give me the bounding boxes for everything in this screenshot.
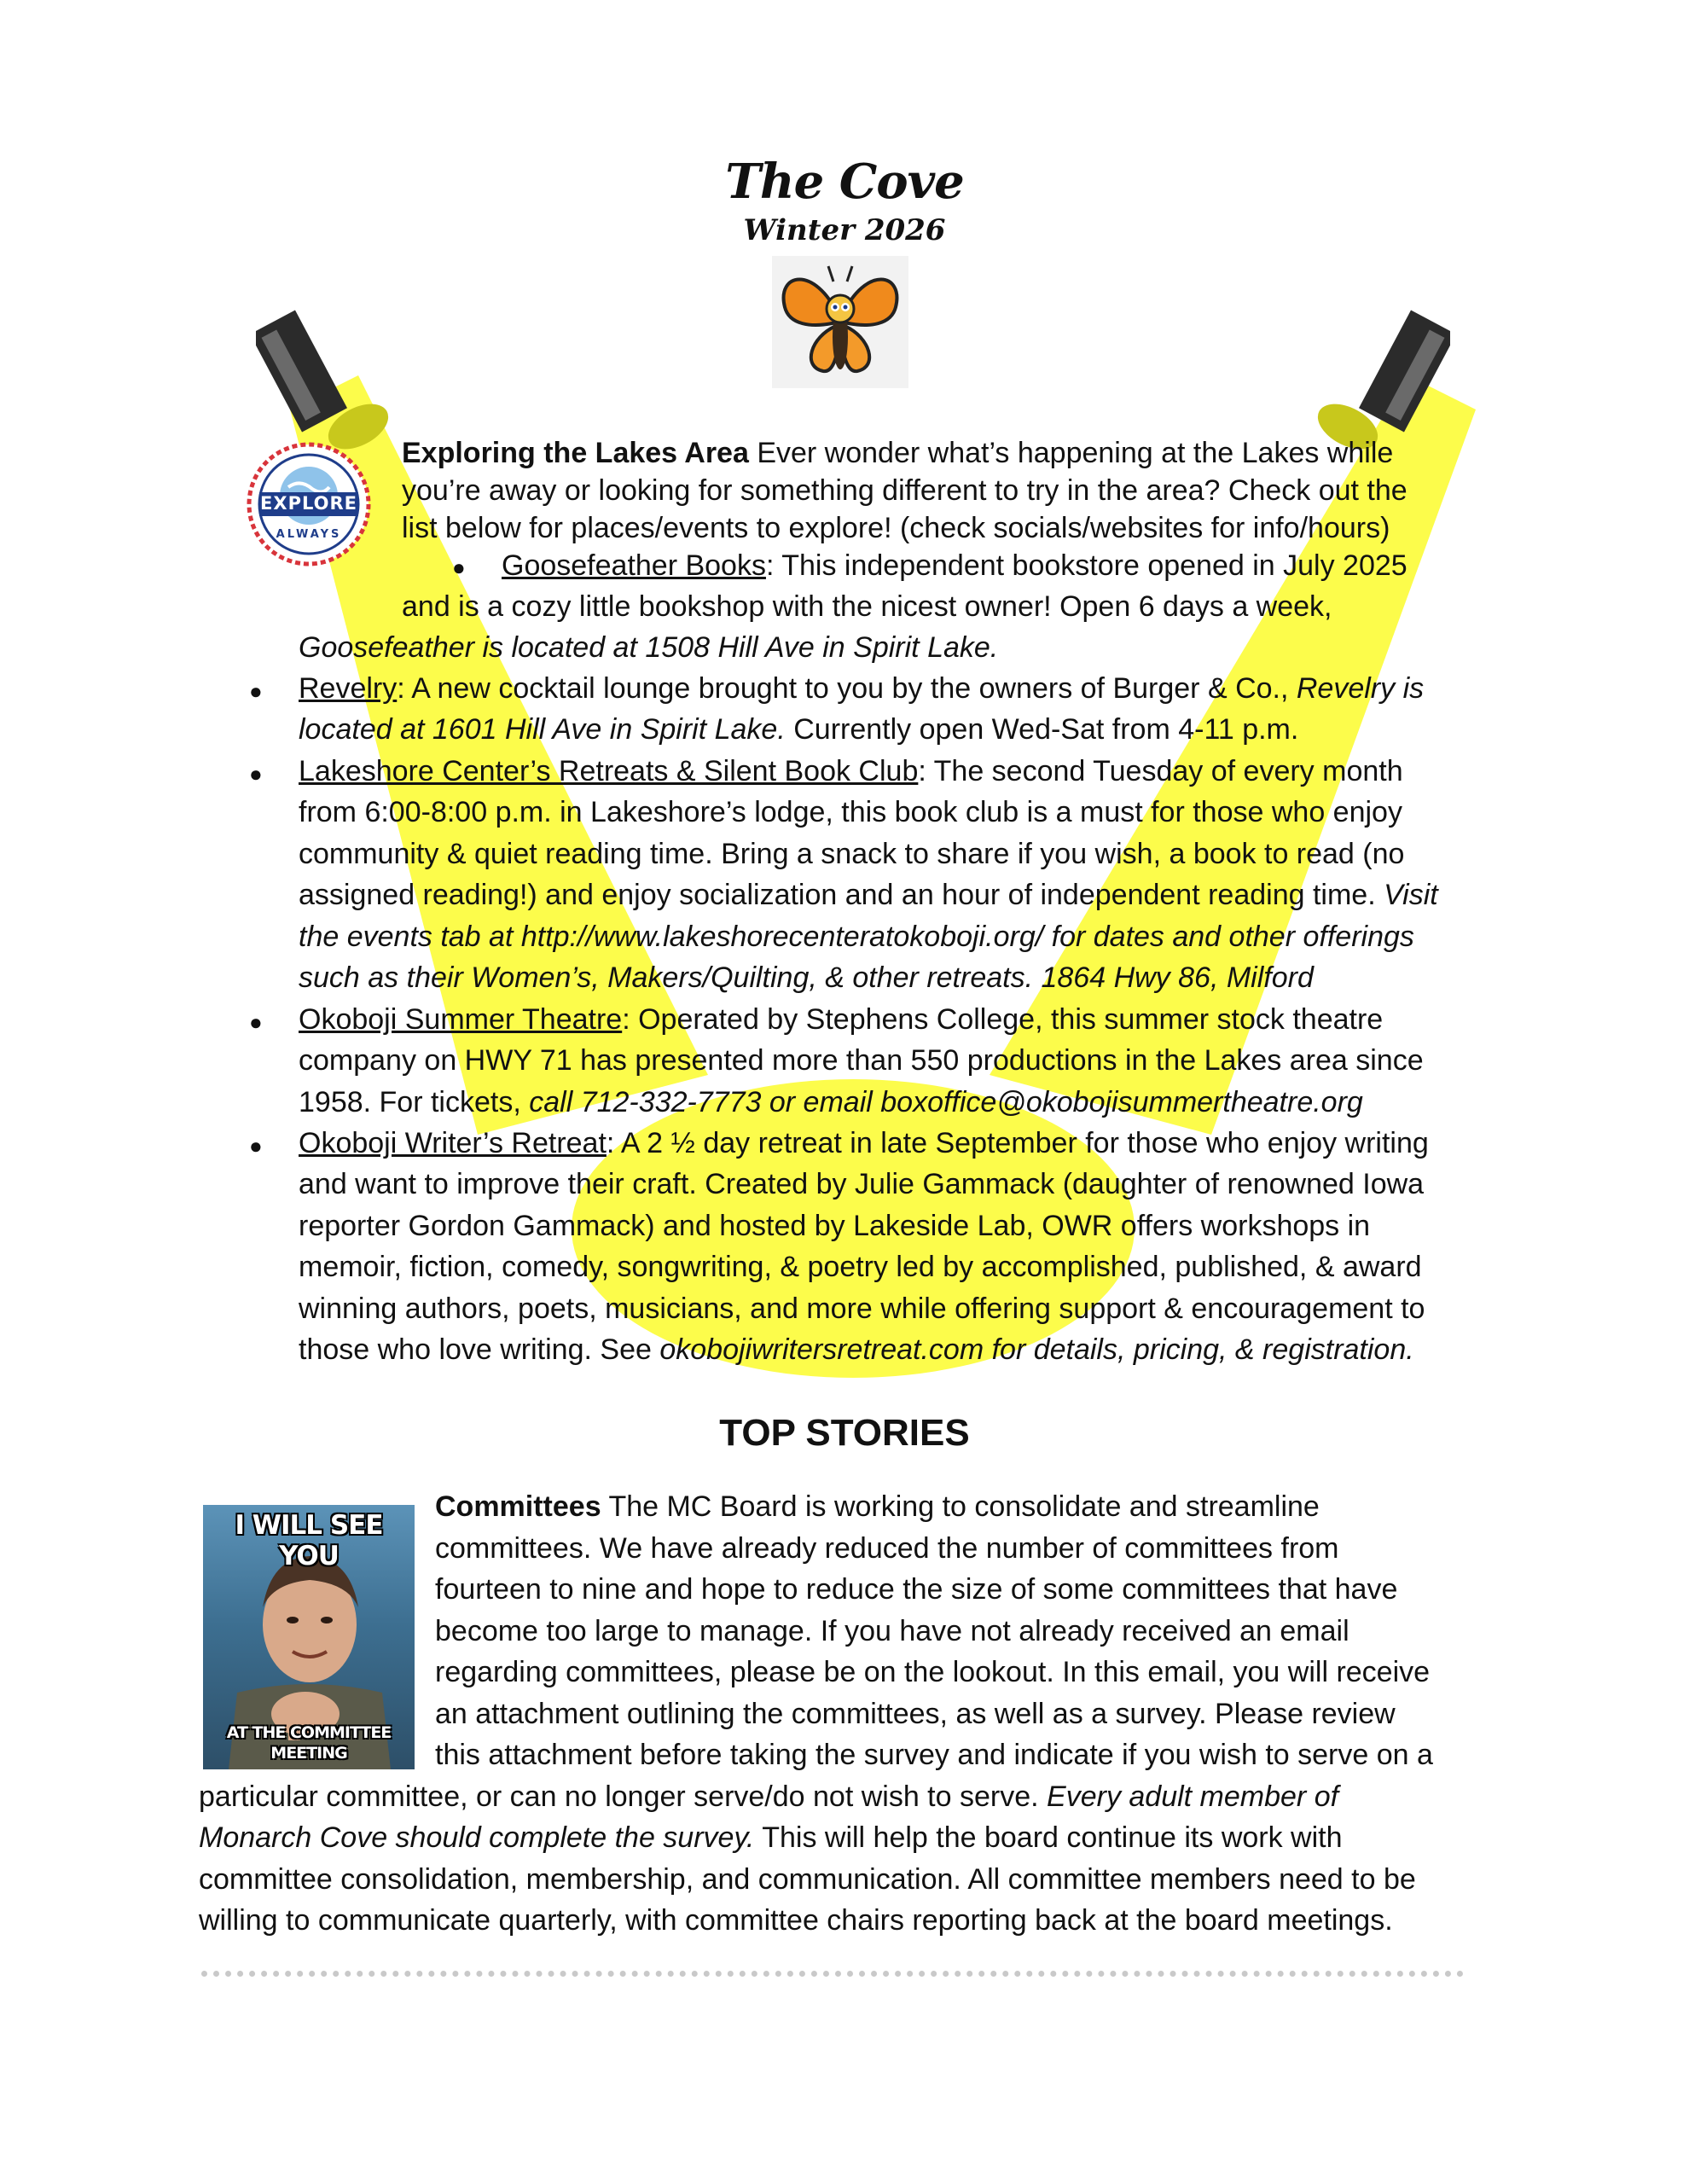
writers-line-6 — [299, 1329, 1414, 1371]
explore-always-badge — [244, 439, 374, 569]
top-stories-heading: TOP STORIES — [719, 1412, 970, 1454]
committees-line-11: willing to communicate quarterly, with committee chairs reporting back at the board meetings. — [199, 1904, 1393, 1937]
revelry-line-1 — [299, 668, 1424, 710]
lakeshore-link[interactable]: Lakeshore Center’s Retreats & Silent Book Club — [299, 755, 919, 787]
committees-line-7: this attachment before taking the survey and indicate if you wish to serve on a — [435, 1739, 1433, 1771]
committee-meme-image — [203, 1505, 415, 1769]
theatre-text: : Operated by Stephens College, this summer stock theatre — [622, 1003, 1384, 1036]
revelry-hours: Currently open Wed-Sat from 4-11 p.m. — [785, 713, 1299, 746]
committees-line-9 — [199, 1817, 1343, 1859]
butterfly-mascot-icon — [772, 256, 908, 388]
writers-text-6: those who love writing. See — [299, 1333, 660, 1366]
committees-line-10: committee consolidation, membership, and communication. All committee members need to be — [199, 1863, 1416, 1896]
committees-text-9: This will help the board continue its work with — [754, 1821, 1343, 1854]
lakeshore-line-6: such as their Women’s, Makers/Quilting, & other retreats. 1864 Hwy 86, Milford — [299, 961, 1314, 994]
bullet-writers: ● — [249, 1133, 263, 1159]
committees-line-6: an attachment outlining the committees, as well as a survey. Please review — [435, 1698, 1396, 1730]
lakeshore-line-4 — [299, 874, 1438, 916]
bullet-goosefeather: ● — [452, 555, 466, 580]
committees-line-8 — [199, 1776, 1338, 1818]
theatre-link[interactable]: Okoboji Summer Theatre — [299, 1003, 623, 1036]
committees-line-4: become too large to manage. If you have not already received an email — [435, 1615, 1349, 1647]
writers-line-3: reporter Gordon Gammack) and hosted by Lakeside Lab, OWR offers workshops in — [299, 1210, 1371, 1242]
committees-line-1 — [435, 1486, 1320, 1528]
theatre-contact: call 712-332-7773 or email boxoffice@okobojisummertheatre.org — [529, 1086, 1363, 1118]
revelry-line-2 — [299, 709, 1298, 751]
goosefeather-line-3: Goosefeather is located at 1508 Hill Ave in Spirit Lake. — [299, 631, 999, 664]
writers-website: okobojiwritersretreat.com for details, pricing, & registration. — [659, 1333, 1414, 1366]
writers-link[interactable]: Okoboji Writer’s Retreat — [299, 1127, 607, 1159]
revelry-link[interactable]: Revelry — [299, 672, 398, 705]
writers-text: : A 2 ½ day retreat in late September for those who enjoy writing — [606, 1127, 1429, 1159]
theatre-line-1 — [299, 999, 1383, 1041]
committees-text: The MC Board is working to consolidate and streamline — [601, 1490, 1320, 1523]
theatre-text-3: 1958. For tickets, — [299, 1086, 530, 1118]
writers-line-4: memoir, fiction, comedy, songwriting, & poetry led by accomplished, published, & award — [299, 1251, 1422, 1283]
revelry-text: : A new cocktail lounge brought to you by the owners of Burger & Co., — [397, 672, 1297, 705]
committees-text-8: particular committee, or can no longer serve/do not wish to serve. — [199, 1780, 1048, 1813]
lakeshore-line-2: from 6:00-8:00 p.m. in Lakeshore’s lodge, this book club is a must for those who enjoy — [299, 796, 1402, 828]
lakeshore-visit: Visit — [1384, 879, 1438, 911]
writers-line-2: and want to improve their craft. Created by Julie Gammack (daughter of renowned Iowa — [299, 1168, 1425, 1200]
lakes-intro-text: Ever wonder what’s happening at the Lakes while — [748, 437, 1394, 469]
writers-line-5: winning authors, poets, musicians, and more while offering support & encouragement to — [299, 1292, 1425, 1325]
committees-line-3: fourteen to nine and hope to reduce the size of some committees that have — [435, 1573, 1398, 1606]
lakes-intro-line-3: list below for places/events to explore! (check socials/websites for info/hours) — [402, 512, 1390, 544]
goosefeather-line-1 — [502, 545, 1408, 587]
left-spotlight-icon — [256, 307, 409, 461]
revelry-address: located at 1601 Hill Ave in Spirit Lake. — [299, 713, 786, 746]
writers-line-1 — [299, 1123, 1429, 1165]
committees-emphasis-2: Monarch Cove should complete the survey. — [199, 1821, 755, 1854]
bullet-theatre: ● — [249, 1009, 263, 1035]
lakes-intro-line-1 — [402, 433, 1393, 474]
revelry-text-italic: Revelry is — [1296, 672, 1425, 705]
lakes-intro-line-2: you’re away or looking for something different to try in the area? Check out the — [402, 474, 1408, 507]
theatre-line-2: company on HWY 71 has presented more than 550 productions in the Lakes area since — [299, 1044, 1424, 1077]
newsletter-subtitle: Winter 2026 — [743, 213, 946, 247]
meme-bottom-text-1: AT THE COMMITTEE — [226, 1723, 392, 1742]
lakeshore-line-3: community & quiet reading time. Bring a snack to share if you wish, a book to read (no — [299, 838, 1405, 870]
lakeshore-line-1 — [299, 751, 1403, 793]
theatre-line-3 — [299, 1082, 1363, 1124]
lakeshore-text: : The second Tuesday of every month — [918, 755, 1403, 787]
bullet-revelry: ● — [249, 678, 263, 704]
meme-top-text: I WILL SEE YOU — [235, 1510, 383, 1571]
committees-line-2: committees. We have already reduced the number of committees from — [435, 1532, 1339, 1565]
bullet-lakeshore: ● — [249, 761, 263, 787]
goosefeather-line-2: and is a cozy little bookshop with the nicest owner! Open 6 days a week, — [402, 590, 1332, 623]
lakeshore-text-4: assigned reading!) and enjoy socialization and an hour of independent reading time. — [299, 879, 1384, 911]
badge-top-text: EXPLORE — [260, 493, 357, 514]
committees-line-5: regarding committees, please be on the lookout. In this email, you will receive — [435, 1656, 1431, 1688]
lakeshore-line-5: the events tab at http://www.lakeshorecenteratokoboji.org/ for dates and other offerings — [299, 921, 1414, 953]
lakes-heading: Exploring the Lakes Area — [402, 437, 749, 469]
newsletter-title: The Cove — [725, 154, 964, 210]
meme-bottom-text-2: MEETING — [270, 1744, 347, 1763]
committees-heading: Committees — [435, 1490, 601, 1523]
goosefeather-text: : This independent bookstore opened in July 2025 — [765, 549, 1408, 582]
badge-bottom-text: ALWAYS — [276, 528, 342, 541]
dotted-divider — [201, 1971, 1464, 1977]
committees-emphasis-1: Every adult member of — [1047, 1780, 1339, 1813]
goosefeather-books-link[interactable]: Goosefeather Books — [502, 549, 766, 582]
